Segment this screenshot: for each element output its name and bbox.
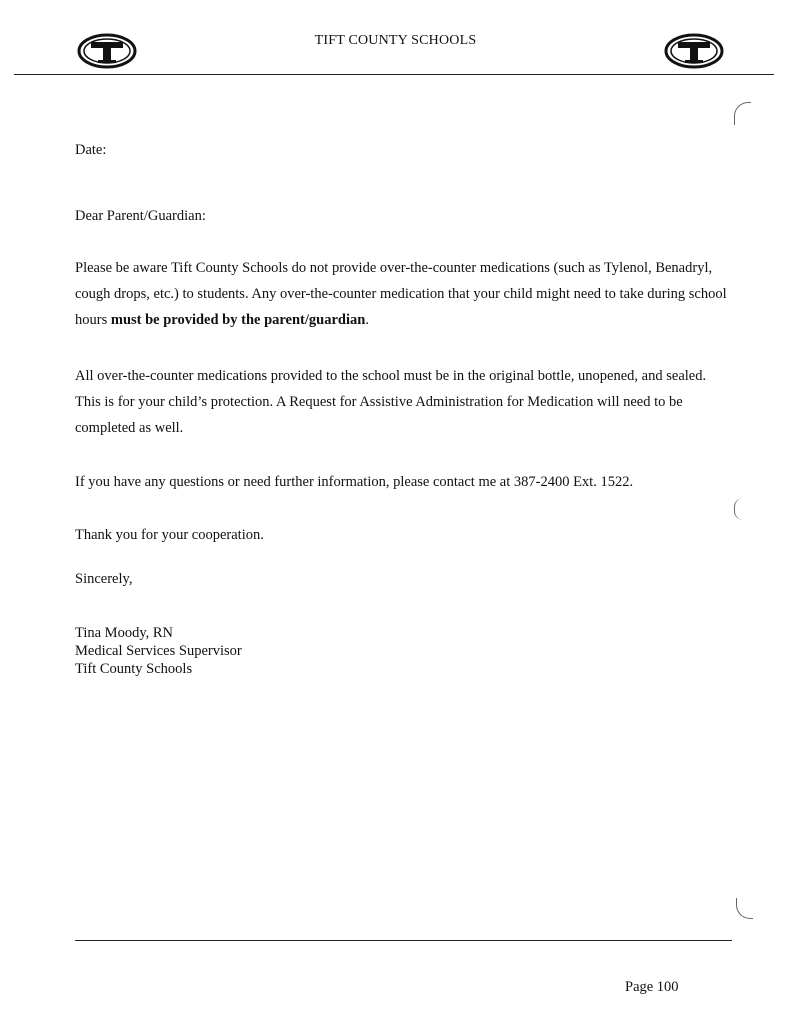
footer-divider — [75, 940, 732, 941]
paragraph-medication-requirements: All over-the-counter medications provided to the school must be in the original bottle, unopened, and sealed. This is for your child’s protection. A Request for Assistive Administration for Medication will need to be completed as well. — [75, 368, 707, 436]
tift-county-logo-right-icon — [664, 33, 724, 69]
signature-block — [75, 624, 242, 678]
punch-hole-mark — [734, 102, 751, 125]
school-district-title: TIFT COUNTY SCHOOLS — [314, 33, 477, 48]
punch-hole-mark — [736, 898, 753, 919]
punch-hole-mark — [734, 498, 743, 520]
signatory-name: Tina Moody, RN — [75, 625, 174, 641]
paragraph-contact-info: If you have any questions or need further information, please contact me at 387-2400 Ext. 1522. — [75, 474, 634, 490]
closing-line: Sincerely, — [75, 571, 133, 587]
thank-you-line: Thank you for your cooperation. — [75, 527, 264, 543]
paragraph-otc-policy — [75, 255, 735, 333]
signatory-title: Medical Services Supervisor — [75, 643, 242, 659]
salutation: Dear Parent/Guardian: — [75, 208, 206, 224]
date-label: Date: — [75, 142, 107, 158]
paragraph-text: Please be aware Tift County Schools do not provide over-the-counter medications (such as Tylenol, Benadryl, cough drops, etc.) to students. Any over-the-counter medication that your child might need to take during school hours — [75, 260, 727, 328]
paragraph-text-end: . — [365, 312, 369, 328]
signatory-organization: Tift County Schools — [75, 661, 193, 677]
header-divider — [14, 74, 774, 75]
page-number: Page 100 — [625, 979, 679, 995]
emphasized-text: must be provided by the parent/guardian — [110, 312, 366, 328]
